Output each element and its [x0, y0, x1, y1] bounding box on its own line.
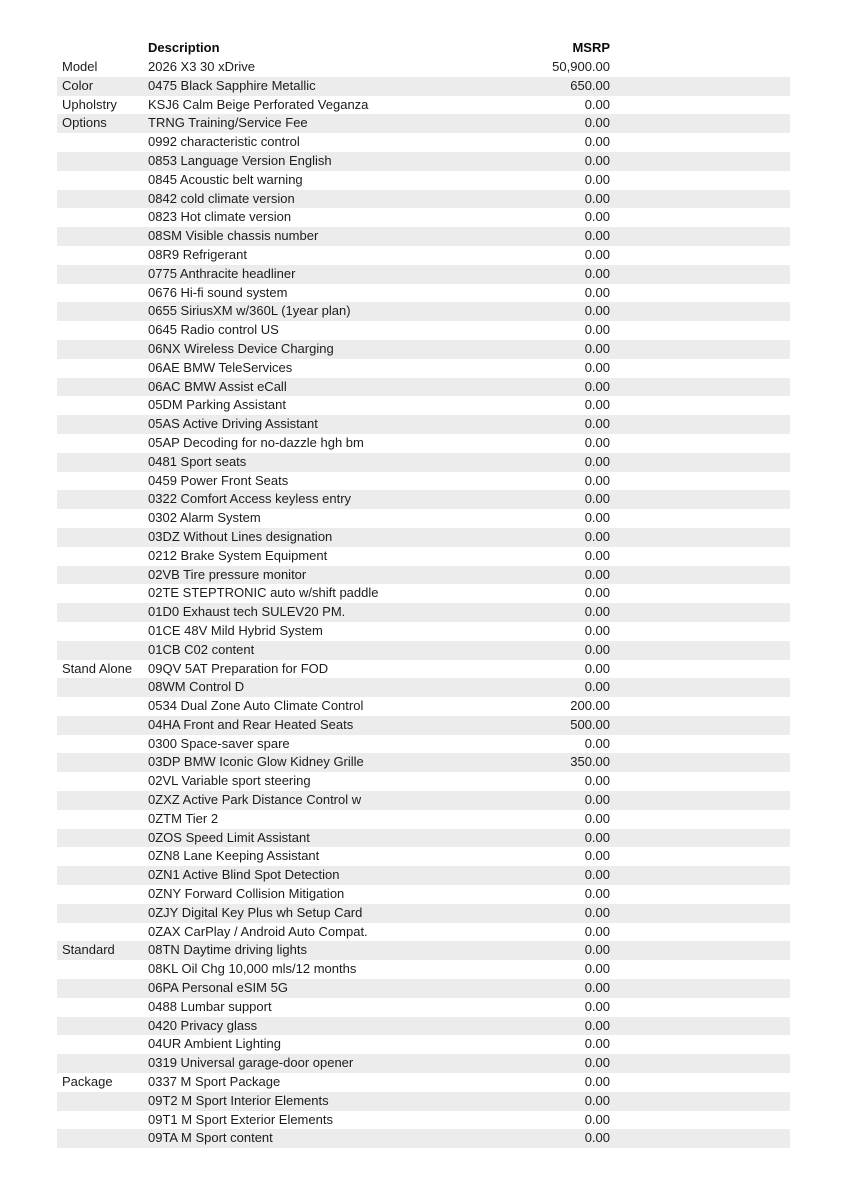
- row-msrp: 0.00: [584, 792, 610, 808]
- row-msrp: 0.00: [584, 434, 610, 450]
- table-row: [57, 340, 790, 359]
- row-description: 0676 Hi-fi sound system: [148, 284, 288, 300]
- row-category: Color: [62, 77, 94, 93]
- row-description: 04HA Front and Rear Heated Seats: [148, 716, 354, 732]
- table-row: [57, 660, 790, 679]
- table-row: [57, 1035, 790, 1054]
- table-row: [57, 434, 790, 453]
- table-row: [57, 772, 790, 791]
- row-description: 0488 Lumbar support: [148, 998, 272, 1014]
- row-msrp: 0.00: [584, 942, 610, 958]
- row-msrp: 0.00: [584, 810, 610, 826]
- table-row: [57, 735, 790, 754]
- table-row: [57, 979, 790, 998]
- table-row: [57, 472, 790, 491]
- table-row: [57, 509, 790, 528]
- table-row: [57, 208, 790, 227]
- table-row: [57, 847, 790, 866]
- row-description: 09TA M Sport content: [148, 1130, 273, 1146]
- row-msrp: 0.00: [584, 246, 610, 262]
- row-msrp: 0.00: [584, 886, 610, 902]
- row-description: 0ZXZ Active Park Distance Control w: [148, 792, 362, 808]
- row-msrp: 200.00: [570, 698, 610, 714]
- table-row: [57, 923, 790, 942]
- table-row: [57, 885, 790, 904]
- row-description: TRNG Training/Service Fee: [148, 115, 308, 131]
- table-row: [57, 678, 790, 697]
- row-msrp: 0.00: [584, 735, 610, 751]
- row-category: Stand Alone: [62, 660, 133, 676]
- row-msrp: 0.00: [584, 115, 610, 131]
- row-msrp: 0.00: [584, 96, 610, 112]
- row-msrp: 0.00: [584, 998, 610, 1014]
- table-row: [57, 584, 790, 603]
- table-row: [57, 1054, 790, 1073]
- row-msrp: 0.00: [584, 378, 610, 394]
- table-row: [57, 622, 790, 641]
- row-description: 0ZOS Speed Limit Assistant: [148, 829, 310, 845]
- table-row: [57, 396, 790, 415]
- table-row: [57, 697, 790, 716]
- row-description: 0992 characteristic control: [148, 134, 300, 150]
- row-description: 08R9 Refrigerant: [148, 246, 247, 262]
- table-row: [57, 58, 790, 77]
- table-body: [57, 58, 790, 1148]
- table-row: [57, 904, 790, 923]
- row-description: 01CB C02 content: [148, 641, 255, 657]
- row-description: 08KL Oil Chg 10,000 mls/12 months: [148, 961, 357, 977]
- row-msrp: 0.00: [584, 491, 610, 507]
- row-msrp: 0.00: [584, 171, 610, 187]
- row-msrp: 0.00: [584, 453, 610, 469]
- row-msrp: 0.00: [584, 1092, 610, 1108]
- row-msrp: 0.00: [584, 961, 610, 977]
- row-msrp: 0.00: [584, 510, 610, 526]
- table-row: [57, 716, 790, 735]
- row-msrp: 0.00: [584, 416, 610, 432]
- table-row: [57, 190, 790, 209]
- table-row: [57, 547, 790, 566]
- row-msrp: 0.00: [584, 1111, 610, 1127]
- row-msrp: 0.00: [584, 622, 610, 638]
- row-msrp: 0.00: [584, 1017, 610, 1033]
- row-msrp: 0.00: [584, 1074, 610, 1090]
- row-description: 0534 Dual Zone Auto Climate Control: [148, 698, 364, 714]
- row-msrp: 0.00: [584, 397, 610, 413]
- table-row: [57, 829, 790, 848]
- row-msrp: 0.00: [584, 566, 610, 582]
- row-description: 01D0 Exhaust tech SULEV20 PM.: [148, 604, 346, 620]
- row-msrp: 0.00: [584, 1036, 610, 1052]
- row-msrp: 0.00: [584, 190, 610, 206]
- row-msrp: 0.00: [584, 1130, 610, 1146]
- row-description: 0322 Comfort Access keyless entry: [148, 491, 352, 507]
- table-row: [57, 321, 790, 340]
- row-msrp: 0.00: [584, 660, 610, 676]
- row-msrp: 50,900.00: [552, 59, 610, 74]
- table-row: [57, 227, 790, 246]
- table-row: [57, 1017, 790, 1036]
- row-category: Options: [62, 115, 107, 131]
- row-msrp: 650.00: [570, 77, 610, 93]
- row-category: Package: [62, 1074, 113, 1090]
- row-description: 0823 Hot climate version: [148, 209, 292, 225]
- row-description: 0481 Sport seats: [148, 453, 247, 469]
- table-row: [57, 96, 790, 115]
- row-msrp: 0.00: [584, 1055, 610, 1071]
- row-description: 05AS Active Driving Assistant: [148, 416, 318, 432]
- row-description: 0845 Acoustic belt warning: [148, 171, 303, 187]
- row-msrp: 0.00: [584, 303, 610, 319]
- table-row: [57, 753, 790, 772]
- row-description: 09T2 M Sport Interior Elements: [148, 1092, 329, 1108]
- row-msrp: 500.00: [570, 716, 610, 732]
- row-description: 0ZNY Forward Collision Mitigation: [148, 886, 345, 902]
- table-row: [57, 171, 790, 190]
- row-category: Upholstry: [62, 96, 117, 112]
- row-msrp: 0.00: [584, 585, 610, 601]
- table-row: [57, 1092, 790, 1111]
- row-description: 0ZTM Tier 2: [148, 810, 219, 826]
- row-description: 06AC BMW Assist eCall: [148, 378, 287, 394]
- table-row: [57, 941, 790, 960]
- row-description: 05AP Decoding for no-dazzle hgh bm: [148, 434, 364, 450]
- row-description: 09T1 M Sport Exterior Elements: [148, 1111, 333, 1127]
- table-row: [57, 152, 790, 171]
- table-row: [57, 133, 790, 152]
- table-row: [57, 528, 790, 547]
- row-description: 08TN Daytime driving lights: [148, 942, 307, 958]
- table-row: [57, 246, 790, 265]
- msrp-column-header: MSRP: [572, 40, 610, 56]
- row-description: 04UR Ambient Lighting: [148, 1036, 281, 1052]
- row-msrp: 0.00: [584, 641, 610, 657]
- row-description: 0ZN1 Active Blind Spot Detection: [148, 867, 340, 883]
- row-description: 01CE 48V Mild Hybrid System: [148, 622, 323, 638]
- row-msrp: 0.00: [584, 923, 610, 939]
- table-row: [57, 284, 790, 303]
- row-description: 08WM Control D: [148, 679, 245, 695]
- pricing-table: [57, 39, 790, 1148]
- row-description: 06NX Wireless Device Charging: [148, 340, 334, 356]
- row-description: KSJ6 Calm Beige Perforated Veganza: [148, 96, 369, 112]
- row-msrp: 350.00: [570, 754, 610, 770]
- table-row: [57, 359, 790, 378]
- row-msrp: 0.00: [584, 340, 610, 356]
- table-header-row: [57, 39, 790, 58]
- table-row: [57, 378, 790, 397]
- row-description: 2026 X3 30 xDrive: [148, 59, 255, 74]
- row-category: Model: [62, 59, 98, 74]
- table-row: [57, 1073, 790, 1092]
- table-row: [57, 866, 790, 885]
- row-description: 0ZN8 Lane Keeping Assistant: [148, 848, 320, 864]
- row-msrp: 0.00: [584, 322, 610, 338]
- table-row: [57, 1111, 790, 1130]
- row-description: 0337 M Sport Package: [148, 1074, 281, 1090]
- table-row: [57, 603, 790, 622]
- row-description: 0655 SiriusXM w/360L (1year plan): [148, 303, 351, 319]
- row-msrp: 0.00: [584, 152, 610, 168]
- row-msrp: 0.00: [584, 980, 610, 996]
- row-msrp: 0.00: [584, 265, 610, 281]
- row-description: 0459 Power Front Seats: [148, 472, 289, 488]
- row-description: 0853 Language Version English: [148, 152, 332, 168]
- row-msrp: 0.00: [584, 904, 610, 920]
- table-row: [57, 641, 790, 660]
- row-description: 0ZAX CarPlay / Android Auto Compat.: [148, 923, 368, 939]
- table-row: [57, 453, 790, 472]
- row-description: 0212 Brake System Equipment: [148, 547, 328, 563]
- row-description: 0475 Black Sapphire Metallic: [148, 77, 316, 93]
- table-row: [57, 490, 790, 509]
- row-description: 0842 cold climate version: [148, 190, 295, 206]
- row-msrp: 0.00: [584, 472, 610, 488]
- table-row: [57, 415, 790, 434]
- row-description: 06PA Personal eSIM 5G: [148, 980, 288, 996]
- row-category: Standard: [62, 942, 115, 958]
- row-msrp: 0.00: [584, 829, 610, 845]
- row-msrp: 0.00: [584, 134, 610, 150]
- row-description: 0302 Alarm System: [148, 510, 261, 526]
- row-description: 0420 Privacy glass: [148, 1017, 258, 1033]
- table-row: [57, 1129, 790, 1148]
- row-msrp: 0.00: [584, 773, 610, 789]
- row-msrp: 0.00: [584, 604, 610, 620]
- row-description: 03DZ Without Lines designation: [148, 528, 333, 544]
- row-description: 0645 Radio control US: [148, 322, 279, 338]
- table-row: [57, 77, 790, 96]
- table-row: [57, 810, 790, 829]
- row-description: 08SM Visible chassis number: [148, 228, 319, 244]
- table-row: [57, 265, 790, 284]
- row-description: 0319 Universal garage-door opener: [148, 1055, 354, 1071]
- row-description: 0300 Space-saver spare: [148, 735, 290, 751]
- table-row: [57, 114, 790, 133]
- description-column-header: Description: [148, 40, 220, 56]
- row-msrp: 0.00: [584, 359, 610, 375]
- table-row: [57, 566, 790, 585]
- row-msrp: 0.00: [584, 679, 610, 695]
- table-row: [57, 791, 790, 810]
- row-description: 0775 Anthracite headliner: [148, 265, 296, 281]
- row-msrp: 0.00: [584, 209, 610, 225]
- table-row: [57, 960, 790, 979]
- row-description: 02VL Variable sport steering: [148, 773, 311, 789]
- row-msrp: 0.00: [584, 228, 610, 244]
- row-msrp: 0.00: [584, 867, 610, 883]
- row-description: 02TE STEPTRONIC auto w/shift paddle: [148, 585, 379, 601]
- row-msrp: 0.00: [584, 284, 610, 300]
- row-description: 02VB Tire pressure monitor: [148, 566, 307, 582]
- row-description: 03DP BMW Iconic Glow Kidney Grille: [148, 754, 364, 770]
- row-msrp: 0.00: [584, 547, 610, 563]
- table-row: [57, 998, 790, 1017]
- row-description: 0ZJY Digital Key Plus wh Setup Card: [148, 904, 363, 920]
- row-msrp: 0.00: [584, 528, 610, 544]
- row-description: 06AE BMW TeleServices: [148, 359, 293, 375]
- row-description: 09QV 5AT Preparation for FOD: [148, 660, 329, 676]
- row-description: 05DM Parking Assistant: [148, 397, 287, 413]
- row-msrp: 0.00: [584, 848, 610, 864]
- table-row: [57, 302, 790, 321]
